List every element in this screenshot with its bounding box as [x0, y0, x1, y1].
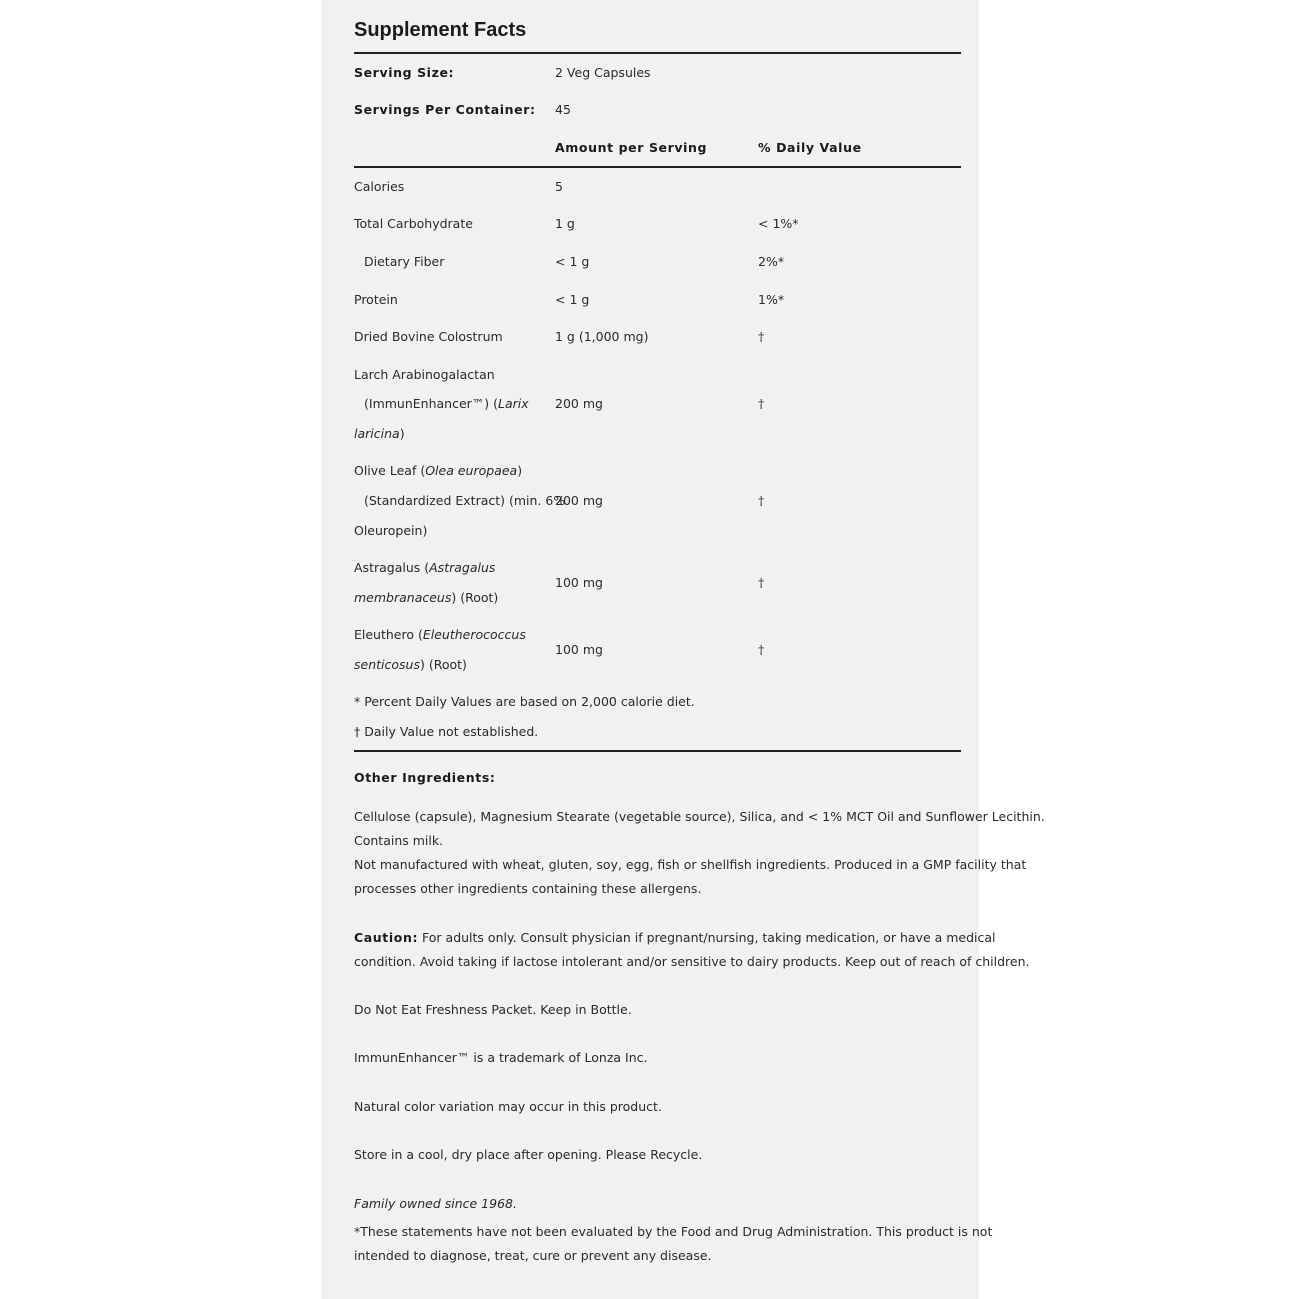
larch-line-3: laricina) — [354, 426, 405, 441]
olive-line-2: (Standardized Extract) (min. 6% — [364, 493, 566, 508]
nutrient-name: Calories — [354, 179, 405, 194]
eleuthero-line-1: Eleuthero (Eleutherococcus — [354, 627, 526, 642]
fda-disclaimer-line: intended to diagnose, treat, cure or prevent any disease. — [354, 1248, 712, 1263]
eleuthero-daily-value: † — [758, 642, 765, 657]
servings-per-container-label: Servings Per Container: — [354, 102, 536, 117]
nutrient-amount: 1 g — [555, 216, 575, 231]
caution-label: Caution: — [354, 930, 419, 945]
servings-per-container-value: 45 — [555, 102, 571, 117]
storage-note: Store in a cool, dry place after opening. Please Recycle. — [354, 1147, 703, 1162]
nutrient-amount: 1 g (1,000 mg) — [555, 329, 649, 344]
supplement-facts-panel — [321, 0, 1045, 1299]
larch-amount: 200 mg — [555, 396, 603, 411]
nutrient-name: Dietary Fiber — [364, 254, 445, 269]
nutrient-daily-value: † — [758, 329, 765, 344]
footnote-divider — [354, 750, 961, 752]
larch-daily-value: † — [758, 396, 765, 411]
fda-disclaimer-line: *These statements have not been evaluated by the Food and Drug Administration. This product is not — [354, 1224, 993, 1239]
serving-size-label: Serving Size: — [354, 65, 455, 80]
trademark-note: ImmunEnhancer™ is a trademark of Lonza Inc. — [354, 1050, 648, 1065]
caution-line-2: condition. Avoid taking if lactose intolerant and/or sensitive to dairy products. Keep out of reach of children. — [354, 954, 1030, 969]
freshness-note: Do Not Eat Freshness Packet. Keep in Bottle. — [354, 1002, 632, 1017]
other-ingredients-label: Other Ingredients: — [354, 770, 496, 785]
percent-daily-footnote: * Percent Daily Values are based on 2,000 calorie diet. — [354, 694, 695, 709]
nutrient-amount: < 1 g — [555, 254, 590, 269]
daily-value-column-header: % Daily Value — [758, 140, 862, 155]
larch-line-2: (ImmunEnhancer™) (Larix — [364, 396, 529, 411]
caution-line-1: Caution: For adults only. Consult physician if pregnant/nursing, taking medication, or have a medical — [354, 930, 996, 945]
astragalus-daily-value: † — [758, 575, 765, 590]
astragalus-line-1: Astragalus (Astragalus — [354, 560, 496, 575]
olive-line-1: Olive Leaf (Olea europaea) — [354, 463, 523, 478]
nutrient-daily-value: < 1%* — [758, 216, 799, 231]
larch-line-1: Larch Arabinogalactan — [354, 367, 495, 382]
olive-amount: 200 mg — [555, 493, 603, 508]
nutrient-name: Total Carbohydrate — [354, 216, 473, 231]
other-ingredients-line: Contains milk. — [354, 833, 444, 848]
nutrient-name: Dried Bovine Colostrum — [354, 329, 503, 344]
serving-size-value: 2 Veg Capsules — [555, 65, 651, 80]
nutrient-daily-value: 1%* — [758, 292, 785, 307]
olive-daily-value: † — [758, 493, 765, 508]
eleuthero-amount: 100 mg — [555, 642, 603, 657]
nutrient-amount: 5 — [555, 179, 563, 194]
eleuthero-line-2: senticosus) (Root) — [354, 657, 467, 672]
astragalus-line-2: membranaceus) (Root) — [354, 590, 499, 605]
other-ingredients-line: Cellulose (capsule), Magnesium Stearate (vegetable source), Silica, and < 1% MCT Oil and Sunflower Lecithin. — [354, 809, 1045, 824]
nutrient-daily-value: 2%* — [758, 254, 785, 269]
header-divider — [354, 166, 961, 168]
color-variation-note: Natural color variation may occur in this product. — [354, 1099, 662, 1114]
title-divider — [354, 52, 961, 54]
allergen-statement-line: processes other ingredients containing these allergens. — [354, 881, 702, 896]
panel-title: Supplement Facts — [354, 19, 527, 41]
family-owned-note: Family owned since 1968. — [354, 1196, 517, 1211]
nutrient-amount: < 1 g — [555, 292, 590, 307]
nutrient-name: Protein — [354, 292, 398, 307]
dagger-footnote: † Daily Value not established. — [354, 724, 539, 739]
allergen-statement-line: Not manufactured with wheat, gluten, soy, egg, fish or shellfish ingredients. Produced in a GMP facility that — [354, 857, 1027, 872]
olive-line-3: Oleuropein) — [354, 523, 428, 538]
amount-column-header: Amount per Serving — [555, 140, 708, 155]
astragalus-amount: 100 mg — [555, 575, 603, 590]
